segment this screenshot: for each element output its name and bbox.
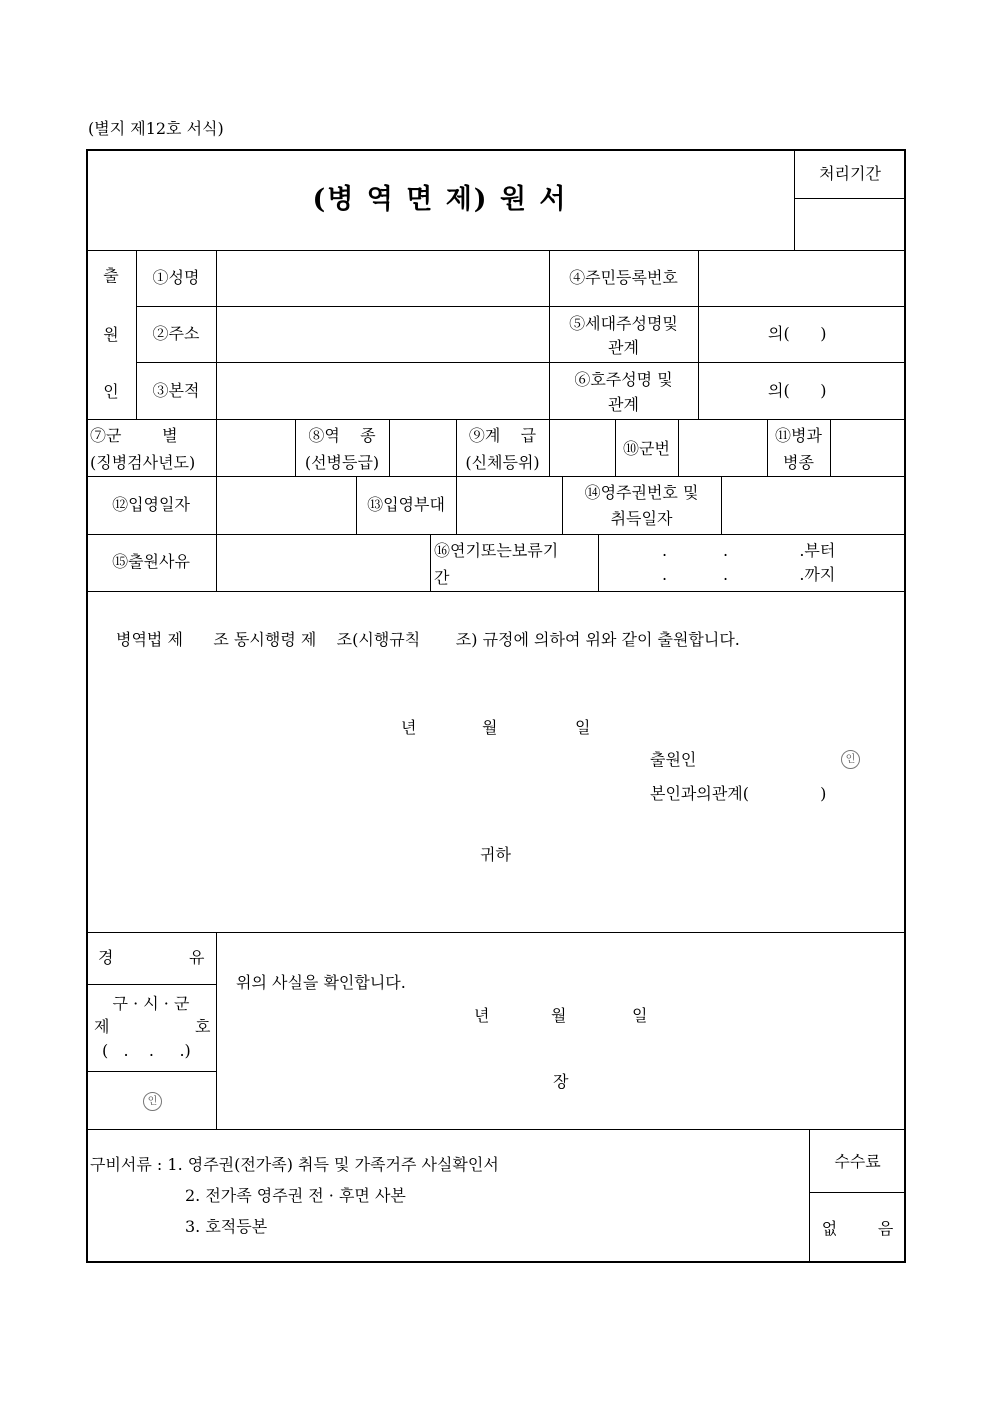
applicant-side-label-3: 인 [103, 382, 119, 401]
processing-period-label: 처리기간 [819, 164, 881, 183]
specialty-field[interactable] [832, 421, 904, 475]
address-field[interactable] [218, 308, 548, 361]
household-head-label-2: 관계 [608, 338, 639, 357]
rank-field[interactable] [551, 421, 614, 475]
service-type-field[interactable] [391, 421, 455, 475]
deferral-label-2: 간 [434, 568, 450, 587]
deferral-label-1: ⑯연기또는보류기 [434, 541, 559, 560]
residency-label-1: ⑭영주권번호 및 [584, 483, 699, 502]
address-label: ②주소 [152, 324, 200, 343]
statement-date-month: 월 [482, 718, 498, 737]
service-no-label: ⑩군번 [623, 439, 670, 458]
family-head-label-2: 관계 [608, 395, 639, 414]
name-field[interactable] [218, 252, 548, 305]
applicant-side-label-2: 원 [103, 325, 119, 344]
applicant-side-label-1: 출 [103, 266, 119, 285]
origin-field[interactable] [218, 364, 548, 418]
resident-no-label: ④주민등록번호 [569, 268, 678, 287]
office-label: 구 · 시 · 군 [112, 994, 190, 1013]
name-label: ①성명 [152, 268, 200, 287]
required-doc-3: 3. 호적등본 [185, 1217, 268, 1236]
reason-label: ⑮출원사유 [112, 552, 190, 571]
household-head-value[interactable]: 의( ) [768, 324, 827, 343]
period-to[interactable]: . . .까지 [662, 565, 836, 584]
enlist-unit-field[interactable] [458, 478, 561, 533]
office-no-left: 제 [94, 1017, 110, 1036]
confirm-statement: 위의 사실을 확인합니다. [236, 973, 406, 992]
processing-period-field[interactable] [796, 200, 904, 249]
enlist-date-label: ⑫입영일자 [112, 495, 190, 514]
confirm-date-day: 일 [632, 1006, 648, 1025]
confirm-date-month: 월 [551, 1006, 567, 1025]
rank-label-1: ⑨계 급 [468, 426, 537, 445]
statement-date-year: 년 [401, 718, 417, 737]
chief-label: 장 [553, 1072, 569, 1091]
branch-label-2: (징병검사년도) [90, 453, 196, 472]
fee-value: 없 음 [821, 1219, 894, 1238]
office-date[interactable]: ( . . .) [102, 1041, 191, 1060]
origin-label: ③본적 [152, 381, 200, 400]
applicant-seal-icon[interactable]: 인 [841, 750, 860, 769]
applicant-signature-label: 출원인 [650, 750, 697, 769]
family-head-label-1: ⑥호주성명 및 [574, 370, 673, 389]
via-label-right: 유 [189, 948, 205, 967]
service-type-label-1: ⑧역 종 [308, 426, 376, 445]
reason-field[interactable] [218, 536, 429, 590]
required-doc-2: 2. 전가족 영주권 전 · 후면 사본 [185, 1186, 406, 1205]
service-type-label-2: (선병등급) [304, 453, 380, 472]
family-head-value[interactable]: 의( ) [768, 381, 827, 400]
office-seal-icon[interactable]: 인 [143, 1092, 162, 1111]
via-label-left: 경 [98, 948, 114, 967]
statement-date-day: 일 [575, 718, 591, 737]
addressee: 귀하 [480, 845, 511, 864]
rank-label-2: (신체등위) [465, 453, 540, 472]
residency-field[interactable] [723, 478, 904, 533]
specialty-label-2: 병종 [783, 453, 814, 472]
service-no-field[interactable] [680, 421, 766, 475]
residency-label-2: 취득일자 [610, 509, 673, 528]
office-no-right: 호 [195, 1017, 211, 1036]
form-number-label: (별지 제12호 서식) [88, 119, 224, 138]
required-doc-1: 구비서류 : 1. 영주권(전가족) 취득 및 가족거주 사실확인서 [90, 1155, 499, 1174]
enlist-date-field[interactable] [218, 478, 355, 533]
form-title: (병 역 면 제) 원 서 [312, 184, 568, 215]
law-statement: 병역법 제 조 동시행령 제 조(시행규칙 조) 규정에 의하여 위와 같이 출원합니다. [116, 630, 740, 649]
confirm-date-year: 년 [474, 1006, 490, 1025]
resident-no-field[interactable] [700, 252, 904, 305]
fee-label: 수수료 [834, 1152, 881, 1171]
enlist-unit-label: ⑬입영부대 [367, 495, 445, 514]
relation-field[interactable]: 본인과의관계( ) [650, 784, 827, 803]
branch-label-1: ⑦군 별 [90, 426, 178, 445]
specialty-label-1: ⑪병과 [775, 426, 822, 445]
branch-field[interactable] [218, 421, 294, 475]
period-from[interactable]: . . .부터 [662, 541, 836, 560]
household-head-label-1: ⑤세대주성명및 [569, 314, 678, 333]
